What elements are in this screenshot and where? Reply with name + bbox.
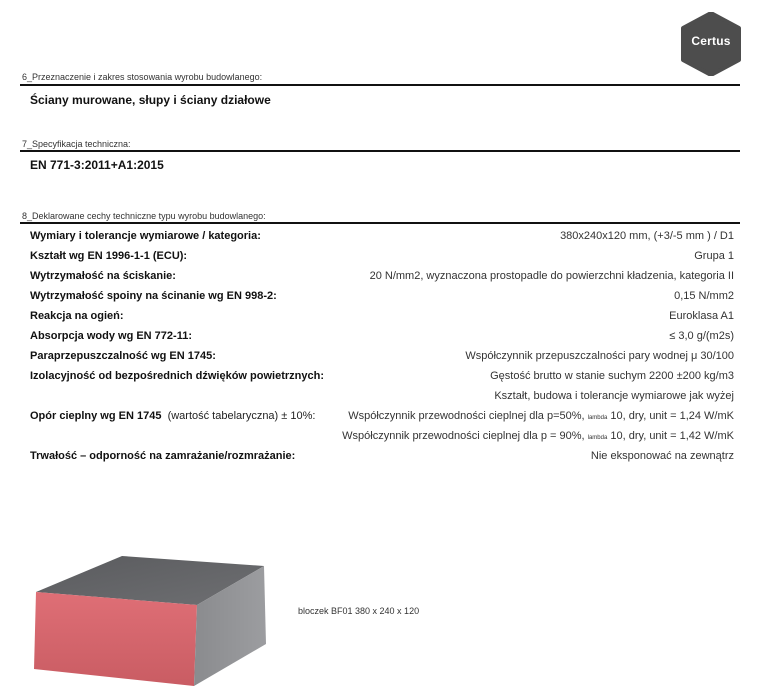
thermal-v2-post: 10, dry, unit = 1,42 W/mK	[610, 430, 734, 442]
spec-value: Gęstość brutto w stanie suchym 2200 ±200 kg/m3	[490, 370, 734, 382]
spec-value: Kształt, budowa i tolerancje wymiarowe jak wyżej	[494, 390, 734, 402]
thermal-key-note: (wartość tabelaryczna) ± 10%:	[167, 410, 316, 422]
spec-key: Reakcja na ogień:	[30, 310, 124, 322]
section-8-divider	[20, 222, 740, 224]
spec-key: Kształt wg EN 1996-1-1 (ECU):	[30, 250, 188, 262]
spec-value: Euroklasa A1	[669, 310, 734, 322]
product-block-image	[22, 536, 272, 689]
spec-value	[342, 430, 734, 442]
section-6-text: Ściany murowane, słupy i ściany działowe	[30, 93, 271, 107]
thermal-key: Opór cieplny wg EN 1745	[30, 410, 162, 422]
spec-row	[30, 288, 734, 308]
spec-key: Absorpcja wody wg EN 772-11:	[30, 330, 192, 342]
spec-row	[30, 388, 734, 408]
logo-text: Certus	[691, 34, 731, 48]
spec-value: 20 N/mm2, wyznaczona prostopadle do powierzchni kładzenia, kategoria II	[369, 270, 734, 282]
section-7-divider	[20, 150, 740, 152]
spec-row	[30, 328, 734, 348]
spec-row	[30, 248, 734, 268]
spec-key: Wytrzymałość spoiny na ścinanie wg EN 998-2:	[30, 290, 277, 302]
spec-key: Trwałość – odporność na zamrażanie/rozmrażanie:	[30, 450, 296, 462]
spec-key: Izolacyjność od bezpośrednich dźwięków powietrznych:	[30, 370, 324, 382]
spec-value: Grupa 1	[694, 250, 734, 262]
spec-row	[30, 228, 734, 248]
section-7-text: EN 771-3:2011+A1:2015	[30, 158, 164, 172]
spec-row	[30, 268, 734, 288]
section-8-label: 8_Deklarowane cechy techniczne typu wyrobu budowlanego:	[22, 211, 266, 221]
spec-value: ≤ 3,0 g/(m2s)	[669, 330, 734, 342]
spec-value	[348, 410, 734, 422]
thermal-v1-pre: Współczynnik przewodności cieplnej dla p=50%,	[348, 410, 585, 422]
product-caption: bloczek BF01 380 x 240 x 120	[298, 606, 420, 616]
spec-value: Współczynnik przepuszczalności pary wodnej μ 30/100	[465, 350, 734, 362]
section-6-label: 6_Przeznaczenie i zakres stosowania wyrobu budowlanego:	[22, 72, 263, 82]
spec-value: Nie eksponować na zewnątrz	[590, 450, 734, 462]
thermal-v2-pre: Współczynnik przewodności cieplnej dla p = 90%,	[342, 430, 585, 442]
spec-row-thermal-2	[30, 428, 734, 448]
section-6-divider	[20, 84, 740, 86]
spec-value: 0,15 N/mm2	[674, 290, 734, 302]
spec-key: Paraprzepuszczalność wg EN 1745:	[30, 350, 216, 362]
lambda-subscript: lambda	[587, 415, 608, 421]
spec-row-durability	[30, 448, 734, 468]
section-7-label: 7_Specyfikacja techniczna:	[22, 139, 131, 149]
spec-row	[30, 348, 734, 368]
spec-key: Wytrzymałość na ściskanie:	[30, 270, 176, 282]
spec-key	[30, 410, 315, 422]
spec-row	[30, 368, 734, 388]
spec-row-thermal	[30, 408, 734, 428]
lambda-subscript: lambda	[587, 435, 608, 441]
certus-logo	[680, 12, 742, 76]
spec-row	[30, 308, 734, 328]
thermal-v1-post: 10, dry, unit = 1,24 W/mK	[610, 410, 734, 422]
spec-key: Wymiary i tolerancje wymiarowe / kategoria:	[30, 230, 261, 242]
spec-value: 380x240x120 mm, (+3/-5 mm ) / D1	[560, 230, 734, 242]
